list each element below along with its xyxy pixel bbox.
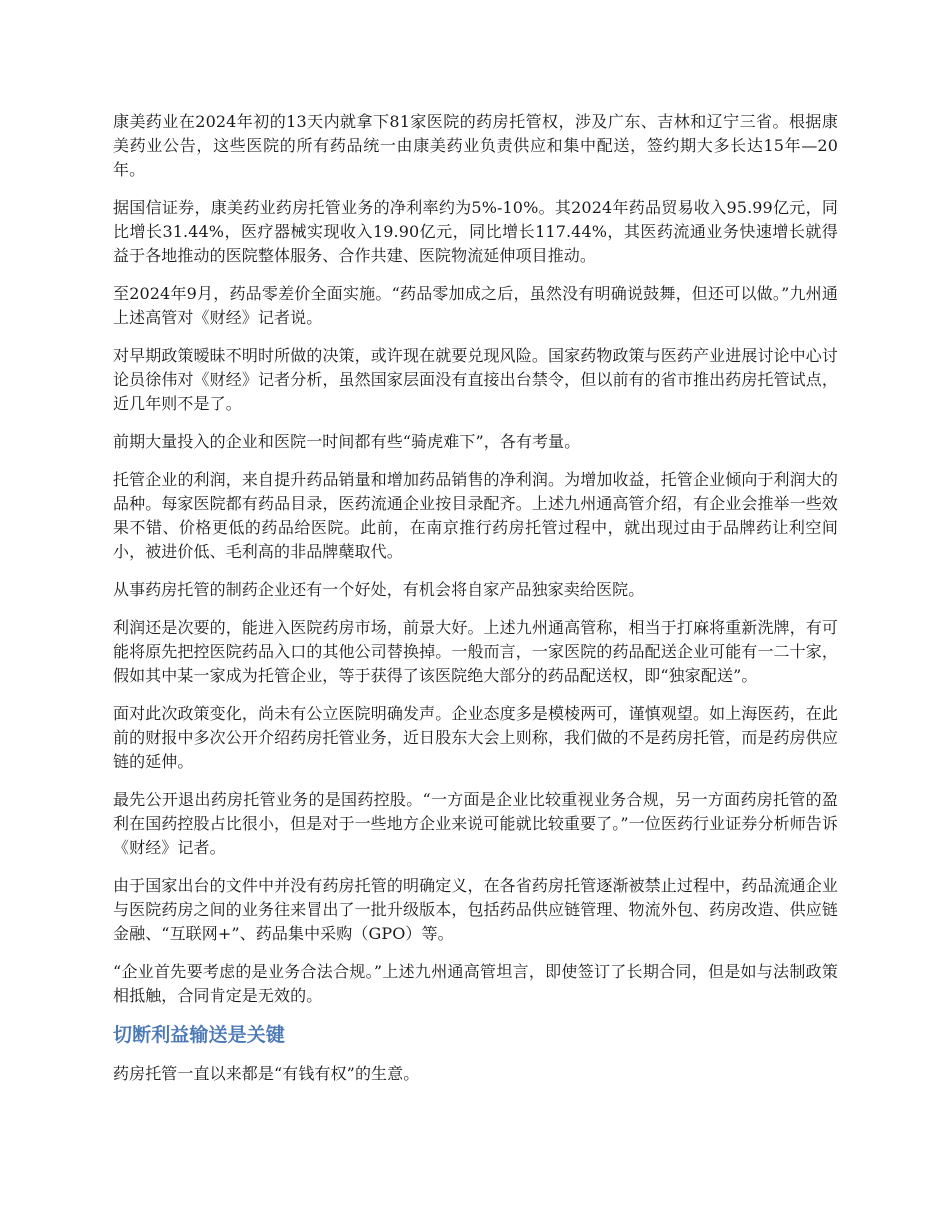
paragraph-12: “企业首先要考虑的是业务合法合规。”上述九州通高管坦言，即使签订了长期合同，但是如与法制政策相抵触，合同肯定是无效的。	[113, 962, 838, 1005]
article-body	[113, 110, 838, 1100]
paragraph-8: 利润还是次要的，能进入医院药房市场，前景大好。上述九州通高管称，相当于打麻将重新洗牌，有可能将原先把控医院药品入口的其他公司替换掉。一般而言，一家医院的药品配送企业可能有一二十家，假如其中某一家成为托管企业，等于获得了该医院绝大部分的药品配送权，即“独家配送”。	[113, 618, 838, 685]
paragraph-10: 最先公开退出药房托管业务的是国药控股。“一方面是企业比较重视业务合规，另一方面药房托管的盈利在国药控股占比很小，但是对于一些地方企业来说可能就比较重要了。”一位医药行业证券分析师告诉《财经》记者。	[113, 790, 838, 857]
paragraph-5: 前期大量投入的企业和医院一时间都有些“骑虎难下”，各有考量。	[113, 432, 581, 451]
paragraph-11: 由于国家出台的文件中并没有药房托管的明确定义，在各省药房托管逐渐被禁止过程中，药品流通企业与医院药房之间的业务往来冒出了一批升级版本，包括药品供应链管理、物流外包、药房改造、供应链金融、“互联网+”、药品集中采购（GPO）等。	[113, 876, 838, 943]
paragraph-13: 药房托管一直以来都是“有钱有权”的生意。	[113, 1064, 420, 1083]
paragraph-1: 康美药业在2024年初的13天内就拿下81家医院的药房托管权，涉及广东、吉林和辽宁三省。根据康美药业公告，这些医院的所有药品统一由康美药业负责供应和集中配送，签约期大多长达15年—20年。	[113, 112, 838, 179]
paragraph-9: 面对此次政策变化，尚未有公立医院明确发声。企业态度多是模棱两可，谨慎观望。如上海医药，在此前的财报中多次公开介绍药房托管业务，近日股东大会上则称，我们做的不是药房托管，而是药房供应链的延伸。	[113, 704, 838, 771]
paragraph-4: 对早期政策暧昧不明时所做的决策，或许现在就要兑现风险。国家药物政策与医药产业进展讨论中心讨论员徐伟对《财经》记者分析，虽然国家层面没有直接出台禁令，但以前有的省市推出药房托管试点，近几年则不是了。	[113, 346, 838, 413]
paragraph-6: 托管企业的利润，来自提升药品销量和增加药品销售的净利润。为增加收益，托管企业倾向于利润大的品种。每家医院都有药品目录，医药流通企业按目录配齐。上述九州通高管介绍，有企业会推举一些效果不错、价格更低的药品给医院。此前，在南京推行药房托管过程中，就出现过由于品牌药让利空间小，被进价低、毛利高的非品牌蘖取代。	[113, 470, 838, 561]
paragraph-3: 至2024年9月，药品零差价全面实施。“药品零加成之后，虽然没有明确说鼓舞，但还可以做。”九州通上述高管对《财经》记者说。	[113, 284, 838, 327]
section-heading: 切断利益输送是关键	[113, 1024, 285, 1046]
paragraph-7: 从事药房托管的制药企业还有一个好处，有机会将自家产品独家卖给医院。	[113, 580, 645, 599]
paragraph-2: 据国信证券，康美药业药房托管业务的净利率约为5%-10%。其2024年药品贸易收入95.99亿元，同比增长31.44%，医疗器械实现收入19.90亿元，同比增长117.44%，其医药流通业务快速增长就得益于各地推动的医院整体服务、合作共建、医院物流延伸项目推动。	[113, 198, 838, 265]
